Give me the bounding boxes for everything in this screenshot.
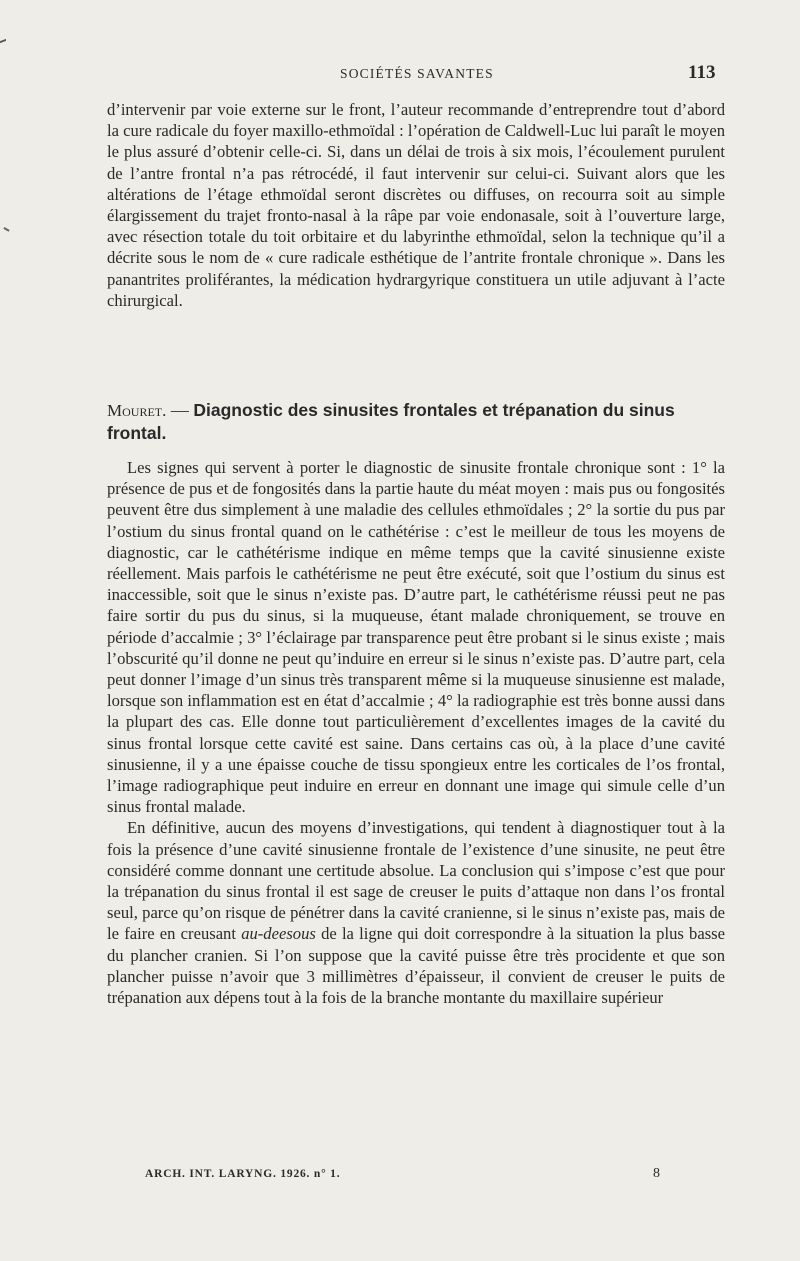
section-heading (107, 399, 725, 444)
paragraph-1 (107, 99, 725, 311)
page-footer (145, 1168, 665, 1188)
paragraph-2: Les signes qui servent à porter le diagnostic de sinusite frontale chronique sont : 1° la présence de pus et de fongosités dans la partie haute du méat moyen : mais pus ou fongosités peuvent être dus simplement à une maladie des cellules ethmoïdales ; 2° la sortie du pus par l’ostium du sinus frontal quand on le cathétérise : c’est le meilleur de tous les moyens de diagnostic, car le cathétérisme indique en même temps que la cavité sinusienne existe réellement. Mais parfois le cathétérisme ne peut être exécuté, soit que l’ostium du sinus est inaccessible, soit que le sinus n’existe pas. D’autre part, le cathétérisme réussi peut ne pas faire sortir du pus du sinus, si la muqueuse, étant malade chroniquement, se trouve en période d’accalmie ; 3° l’éclairage par transparence peut être probant si le sinus existe ; mais l’obscurité qu’il donne ne peut qu’induire en erreur si le sinus n’existe pas. D’autre part, cela peut donner l’image d’un sinus très transparent même si la muqueuse sinusienne est malade, lorsque son inflammation est en état d’accalmie ; 4° la radiographie est très bonne aussi dans la plupart des cas. Elle donne tout particulièrement d’excellentes images de la cavité du sinus frontal lorsque cette cavité est saine. Dans certains cas où, à la place d’une cavité sinusienne, il y a une épaisse couche de tissu spongieux entre les corticales de l’os frontal, l’image radiographique peut induire en erreur en donnant une image qui simule celle d’un sinus frontal malade. (107, 458, 725, 817)
paragraph-text: d’intervenir par voie externe sur le front, l’auteur recommande d’entreprendre tout d’abord la cure radicale du foyer maxillo-ethmoïdal : l’opération de Caldwell-Luc lui paraît le moyen le plus assuré d’obtenir celle-ci. Si, dans un délai de trois à six mois, l’écoulement purulent de l’antre frontal n’a pas rétrocédé, il faut intervenir sur celui-ci. Suivant alors que les altérations de l’étage ethmoïdal seront discrètes ou diffuses, on recourra soit au simple élargissement du trajet fronto-nasal à la râpe par voie endonasale, soit à l’ouverture large, avec résection totale du toit orbitaire et du labyrinthe ethmoïdal, selon la technique qu’il a décrite sous le nom de « cure radicale esthétique de l’antrite frontale chronique ». Dans les panantrites proliférantes, la médication hydrargyrique constituera un utile adjuvant à l’acte chirurgical. (107, 100, 725, 310)
paragraph-3-italic: au-deesous (241, 924, 316, 944)
paragraph-3-part-2: de la ligne qui doit correspondre à la situation la plus basse du plancher cranien. Si l’on suppose que la cavité puisse être très procidente et que son plancher puisse n’avoir que 3 millimètres d’épaisseur, il convient de creuser le puits de trépanation aux dépens tout à la fois de la branche montante du maxillaire supérieur (107, 924, 725, 1008)
paragraph-3 (107, 817, 725, 1008)
running-head-title: SOCIÉTÉS SAVANTES (340, 66, 494, 81)
running-head (0, 62, 800, 86)
margin-mark (0, 39, 6, 57)
section-author: Mouret. (107, 401, 167, 420)
paragraph-3-part-1: En définitive, aucun des moyens d’investigations, qui tendent à diagnostiquer tout à la fois la présence d’une cavité sinusienne frontale de l’existence d’une sinusite, ne peut être considéré comme donnant une certitude absolue. La conclusion qui s’impose c’est que pour la trépanation du sinus frontal il est sage de creuser le puits d’attaque non dans l’os frontal seul, parce qu’on risque de pénétrer dans la cavité cranienne, si le sinus n’existe pas, mais de le faire en creusant (107, 818, 725, 944)
heading-dash: — (166, 400, 194, 420)
journal-citation: ARCH. INT. LARYNG. 1926. n° 1. (145, 1168, 341, 1180)
margin-mark (0, 227, 9, 237)
page-number: 113 (688, 62, 716, 83)
section-title: Diagnostic des sinusites frontales et trépanation du sinus frontal. (107, 400, 675, 443)
signature-mark: 8 (653, 1166, 660, 1181)
section-body (107, 457, 725, 1008)
